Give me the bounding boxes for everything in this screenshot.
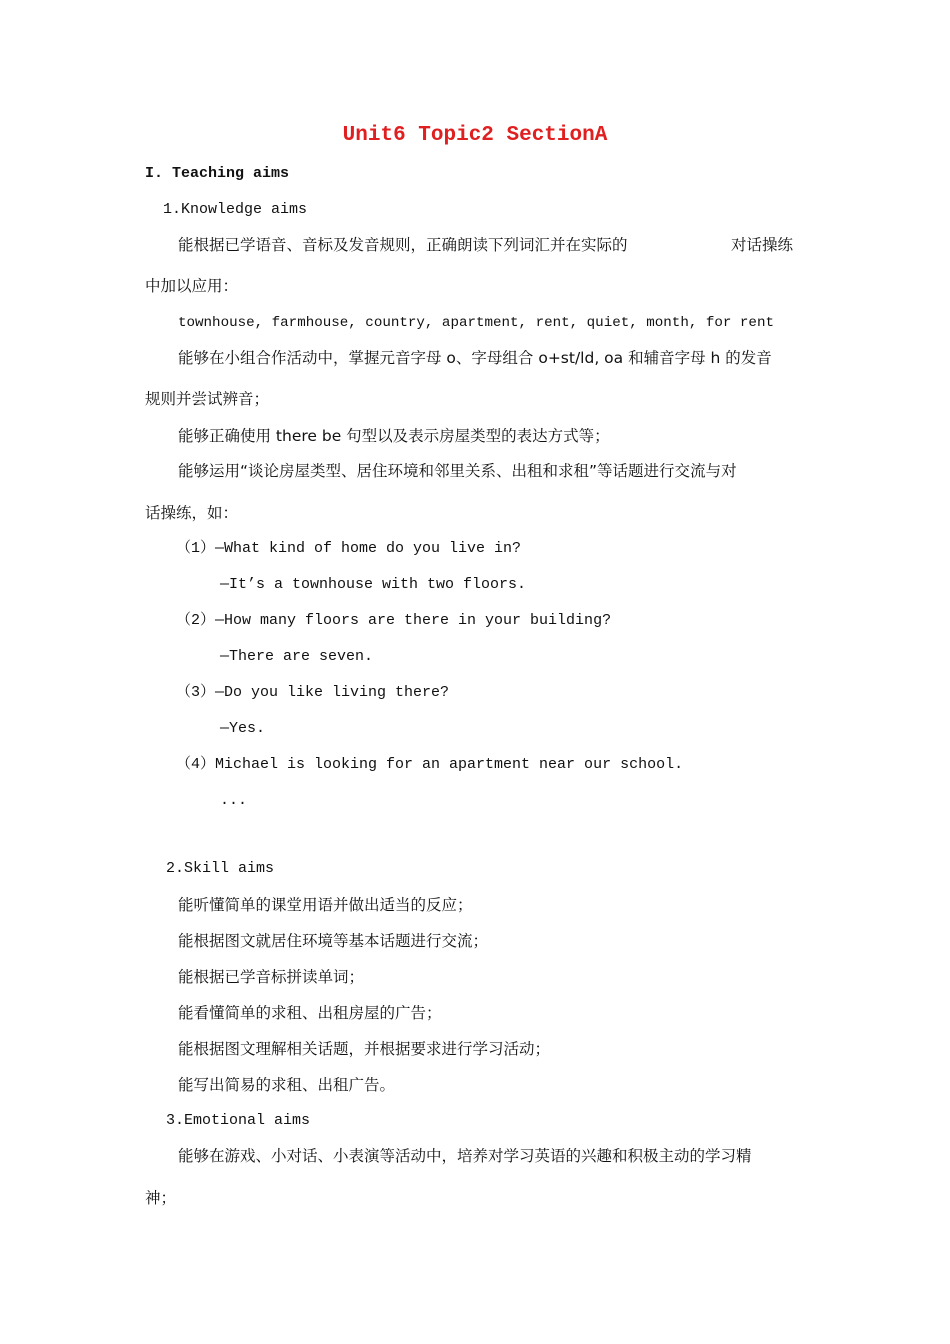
emotional-paragraph-line-2: 神； [145, 1189, 177, 1207]
example-line: （4）Michael is looking for an apartment near our school. [176, 756, 684, 773]
knowledge-paragraph-1-line-2: 中加以应用： [145, 277, 239, 295]
skill-item: 能根据已学音标拼读单词； [178, 968, 365, 986]
knowledge-paragraph-4-line-1: 能够运用“谈论房屋类型、居住环境和邻里关系、出租和求租”等话题进行交流与对 [178, 462, 737, 480]
knowledge-aims-heading: 1.Knowledge aims [163, 201, 308, 218]
skill-aims-heading: 2.Skill aims [166, 860, 275, 877]
vocabulary-list: townhouse, farmhouse, country, apartment, rent, quiet, month, for rent [178, 315, 774, 331]
example-line: ... [220, 792, 248, 809]
example-line: —It’s a townhouse with two floors. [220, 576, 527, 593]
skill-item: 能听懂简单的课堂用语并做出适当的反应； [178, 896, 473, 914]
emotional-paragraph-line-1: 能够在游戏、小对话、小表演等活动中，培养对学习英语的兴趣和积极主动的学习精 [178, 1147, 752, 1165]
knowledge-paragraph-3: 能够正确使用 there be 句型以及表示房屋类型的表达方式等； [178, 427, 610, 445]
example-line: —There are seven. [220, 648, 374, 665]
skill-item: 能看懂简单的求租、出租房屋的广告； [178, 1004, 442, 1022]
skill-item: 能根据图文就居住环境等基本话题进行交流； [178, 932, 489, 950]
knowledge-paragraph-1-line-1: 能根据已学语音、音标及发音规则，正确朗读下列词汇并在实际的 [178, 236, 628, 254]
knowledge-paragraph-2-line-1: 能够在小组合作活动中，掌握元音字母 o、字母组合 o+st/ld, oa 和辅音字母 h 的发音 [178, 349, 772, 367]
section-heading-teaching-aims: I. Teaching aims [145, 165, 290, 182]
knowledge-paragraph-2-line-2: 规则并尝试辨音； [145, 390, 270, 408]
example-line: （2）—How many floors are there in your building? [176, 612, 612, 629]
example-line: （3）—Do you like living there? [176, 684, 450, 701]
skill-item: 能根据图文理解相关话题，并根据要求进行学习活动； [178, 1040, 551, 1058]
emotional-aims-heading: 3.Emotional aims [166, 1112, 311, 1129]
skill-item: 能写出简易的求租、出租广告。 [178, 1076, 396, 1094]
example-line: （1）—What kind of home do you live in? [176, 540, 522, 557]
example-line: —Yes. [220, 720, 266, 737]
knowledge-paragraph-1-line-1-tail: 对话操练 [731, 236, 794, 254]
page-title: Unit6 Topic2 SectionA [342, 124, 608, 147]
knowledge-paragraph-4-line-2: 话操练，如： [145, 504, 239, 522]
